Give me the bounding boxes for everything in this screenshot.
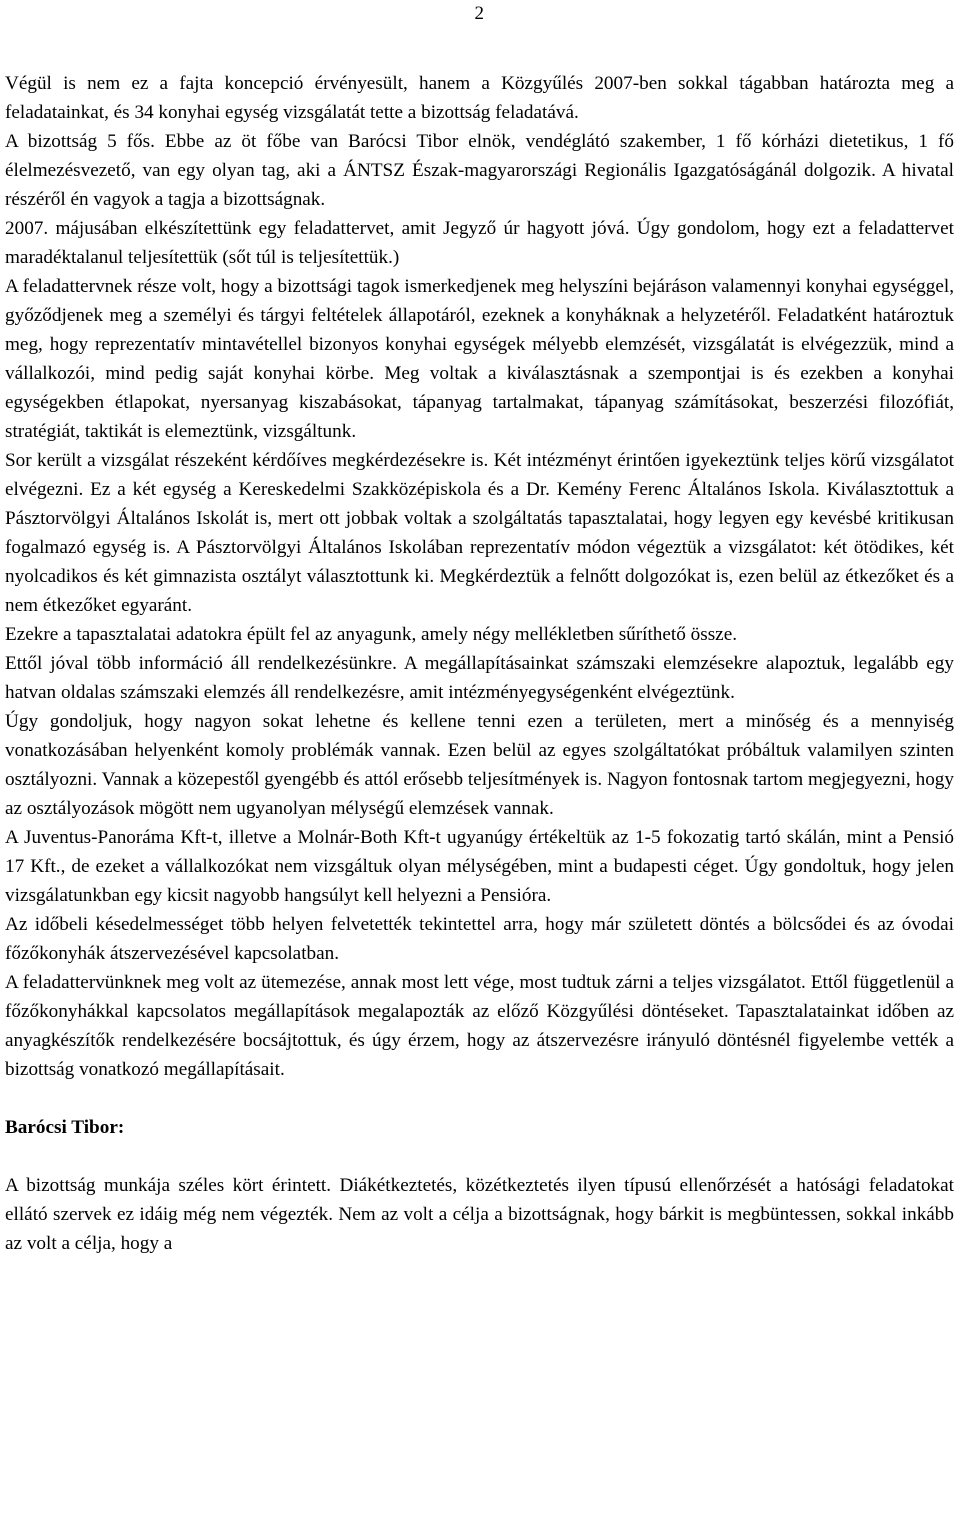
speaker-heading: Barócsi Tibor: [5,1117,125,1138]
paragraph-1: Végül is nem ez a fajta koncepció érvényesült, hanem a Közgyűlés 2007-ben sokkal tágabban határozta meg a feladatainkat, és 34 konyhai egység vizsgálatát tette a bizottság feladatává. [5,73,954,123]
document-body [5,69,954,1258]
paragraph-3: 2007. májusában elkészítettünk egy feladattervet, amit Jegyző úr hagyott jóvá. Úgy gondolom, hogy ezt a feladattervet maradéktalanul teljesítettük (sőt túl is teljesítettük.) [5,218,954,268]
blank-line [5,1084,954,1113]
paragraph-9: A Juventus-Panoráma Kft-t, illetve a Molnár-Both Kft-t ugyanúgy értékeltük az 1-5 fokozatig tartó skálán, mint a Pensió 17 Kft., de ezeket a vállalkozókat nem vizsgáltuk olyan mélységében, mint a budapesti céget. Úgy gondoltuk, hogy jelen vizsgálatunkban egy kicsit nagyobb hangsúlyt kell helyezni a Pensióra. [5,827,954,906]
paragraph-11: A feladattervünknek meg volt az ütemezése, annak most lett vége, most tudtuk zárni a teljes vizsgálatot. Ettől függetlenül a főzőkonyhákkal kapcsolatos megállapítások megalapozták az előző Közgyűlési döntéseket. Tapasztalatainkat időben az anyagkészítők rendelkezésére bocsájtottuk, és úgy érzem, hogy az átszervezésre irányuló döntésnél figyelembe vették a bizottság vonatkozó megállapításait. [5,972,954,1080]
paragraph-2: A bizottság 5 fős. Ebbe az öt főbe van Barócsi Tibor elnök, vendéglátó szakember, 1 fő kórházi dietetikus, 1 fő élelmezésvezető, van egy olyan tag, aki a ÁNTSZ Észak-magyarországi Regionális Igazgatóságánál dolgozik. A hivatal részéről én vagyok a tagja a bizottságnak. [5,131,954,210]
blank-line [5,1142,954,1171]
paragraph-7: Ettől jóval több információ áll rendelkezésünkre. A megállapításainkat számszaki elemzésekre alapoztuk, legalább egy hatvan oldalas számszaki elemzés áll rendelkezésre, amit intézményegységenként elvégeztünk. [5,653,954,703]
page-number: 2 [474,3,484,24]
paragraph-6: Ezekre a tapasztalatai adatokra épült fel az anyagunk, amely négy mellékletben sűríthető össze. [5,624,738,645]
paragraph-4: A feladattervnek része volt, hogy a bizottsági tagok ismerkedjenek meg helyszíni bejáráson valamennyi konyhai egységgel, győződjenek meg a személyi és tárgyi feltételek állapotáról, ezeknek a konyháknak a helyzetéről. Feladatként határoztuk meg, hogy reprezentatív mintavétellel bizonyos konyhai egységek mélyebb elemzését, vizsgálatát is elvégezzük, mind a vállalkozói, mind pedig saját konyhai körbe. Meg voltak a kiválasztásnak a szempontjai is és ezekben a konyhai egységekben étlapokat, nyersanyag kiszabásokat, tápanyag tartalmakat, tápanyag számításokat, beszerzési filozófiát, stratégiát, taktikát is elemeztünk, vizsgáltunk. [5,276,954,442]
paragraph-10: Az időbeli késedelmességet több helyen felvetették tekintettel arra, hogy már született döntés a bölcsődei és az óvodai főzőkonyhák átszervezésével kapcsolatban. [5,914,954,964]
paragraph-8: Úgy gondoljuk, hogy nagyon sokat lehetne és kellene tenni ezen a területen, mert a minőség és a mennyiség vonatkozásában helyenként komoly problémák vannak. Ezen belül az egyes szolgáltatókat próbáltuk valamilyen szinten osztályozni. Vannak a közepestől gyengébb és attól erősebb teljesítmények is. Nagyon fontosnak tartom megjegyezni, hogy az osztályozások mögött nem ugyanolyan mélységű elemzések vannak. [5,711,954,819]
speaker-paragraph: A bizottság munkája széles kört érintett. Diákétkeztetés, közétkeztetés ilyen típusú ellenőrzését a hatósági feladatokat ellátó szervek ez idáig még nem végezték. Nem az volt a célja a bizottságnak, hogy bárkit is megbüntessen, sokkal inkább az volt a célja, hogy a [5,1175,954,1254]
paragraph-5: Sor került a vizsgálat részeként kérdőíves megkérdezésekre is. Két intézményt érintően igyekeztünk teljes körű vizsgálatot elvégezni. Ez a két egység a Kereskedelmi Szakközépiskola és a Dr. Kemény Ferenc Általános Iskola. Kiválasztottuk a Pásztorvölgyi Általános Iskolát is, mert ott jobbak voltak a szolgáltatás tapasztalatai, hogy legyen egy kevésbé kritikusan fogalmazó egység is. A Pásztorvölgyi Általános Iskolában reprezentatív módon végeztük a vizsgálatot: két ötödikes, két nyolcadikos és két gimnazista osztályt választottunk ki. Megkérdeztük a felnőtt dolgozókat is, ezen belül az étkezőket és a nem étkezőket egyaránt. [5,450,954,616]
